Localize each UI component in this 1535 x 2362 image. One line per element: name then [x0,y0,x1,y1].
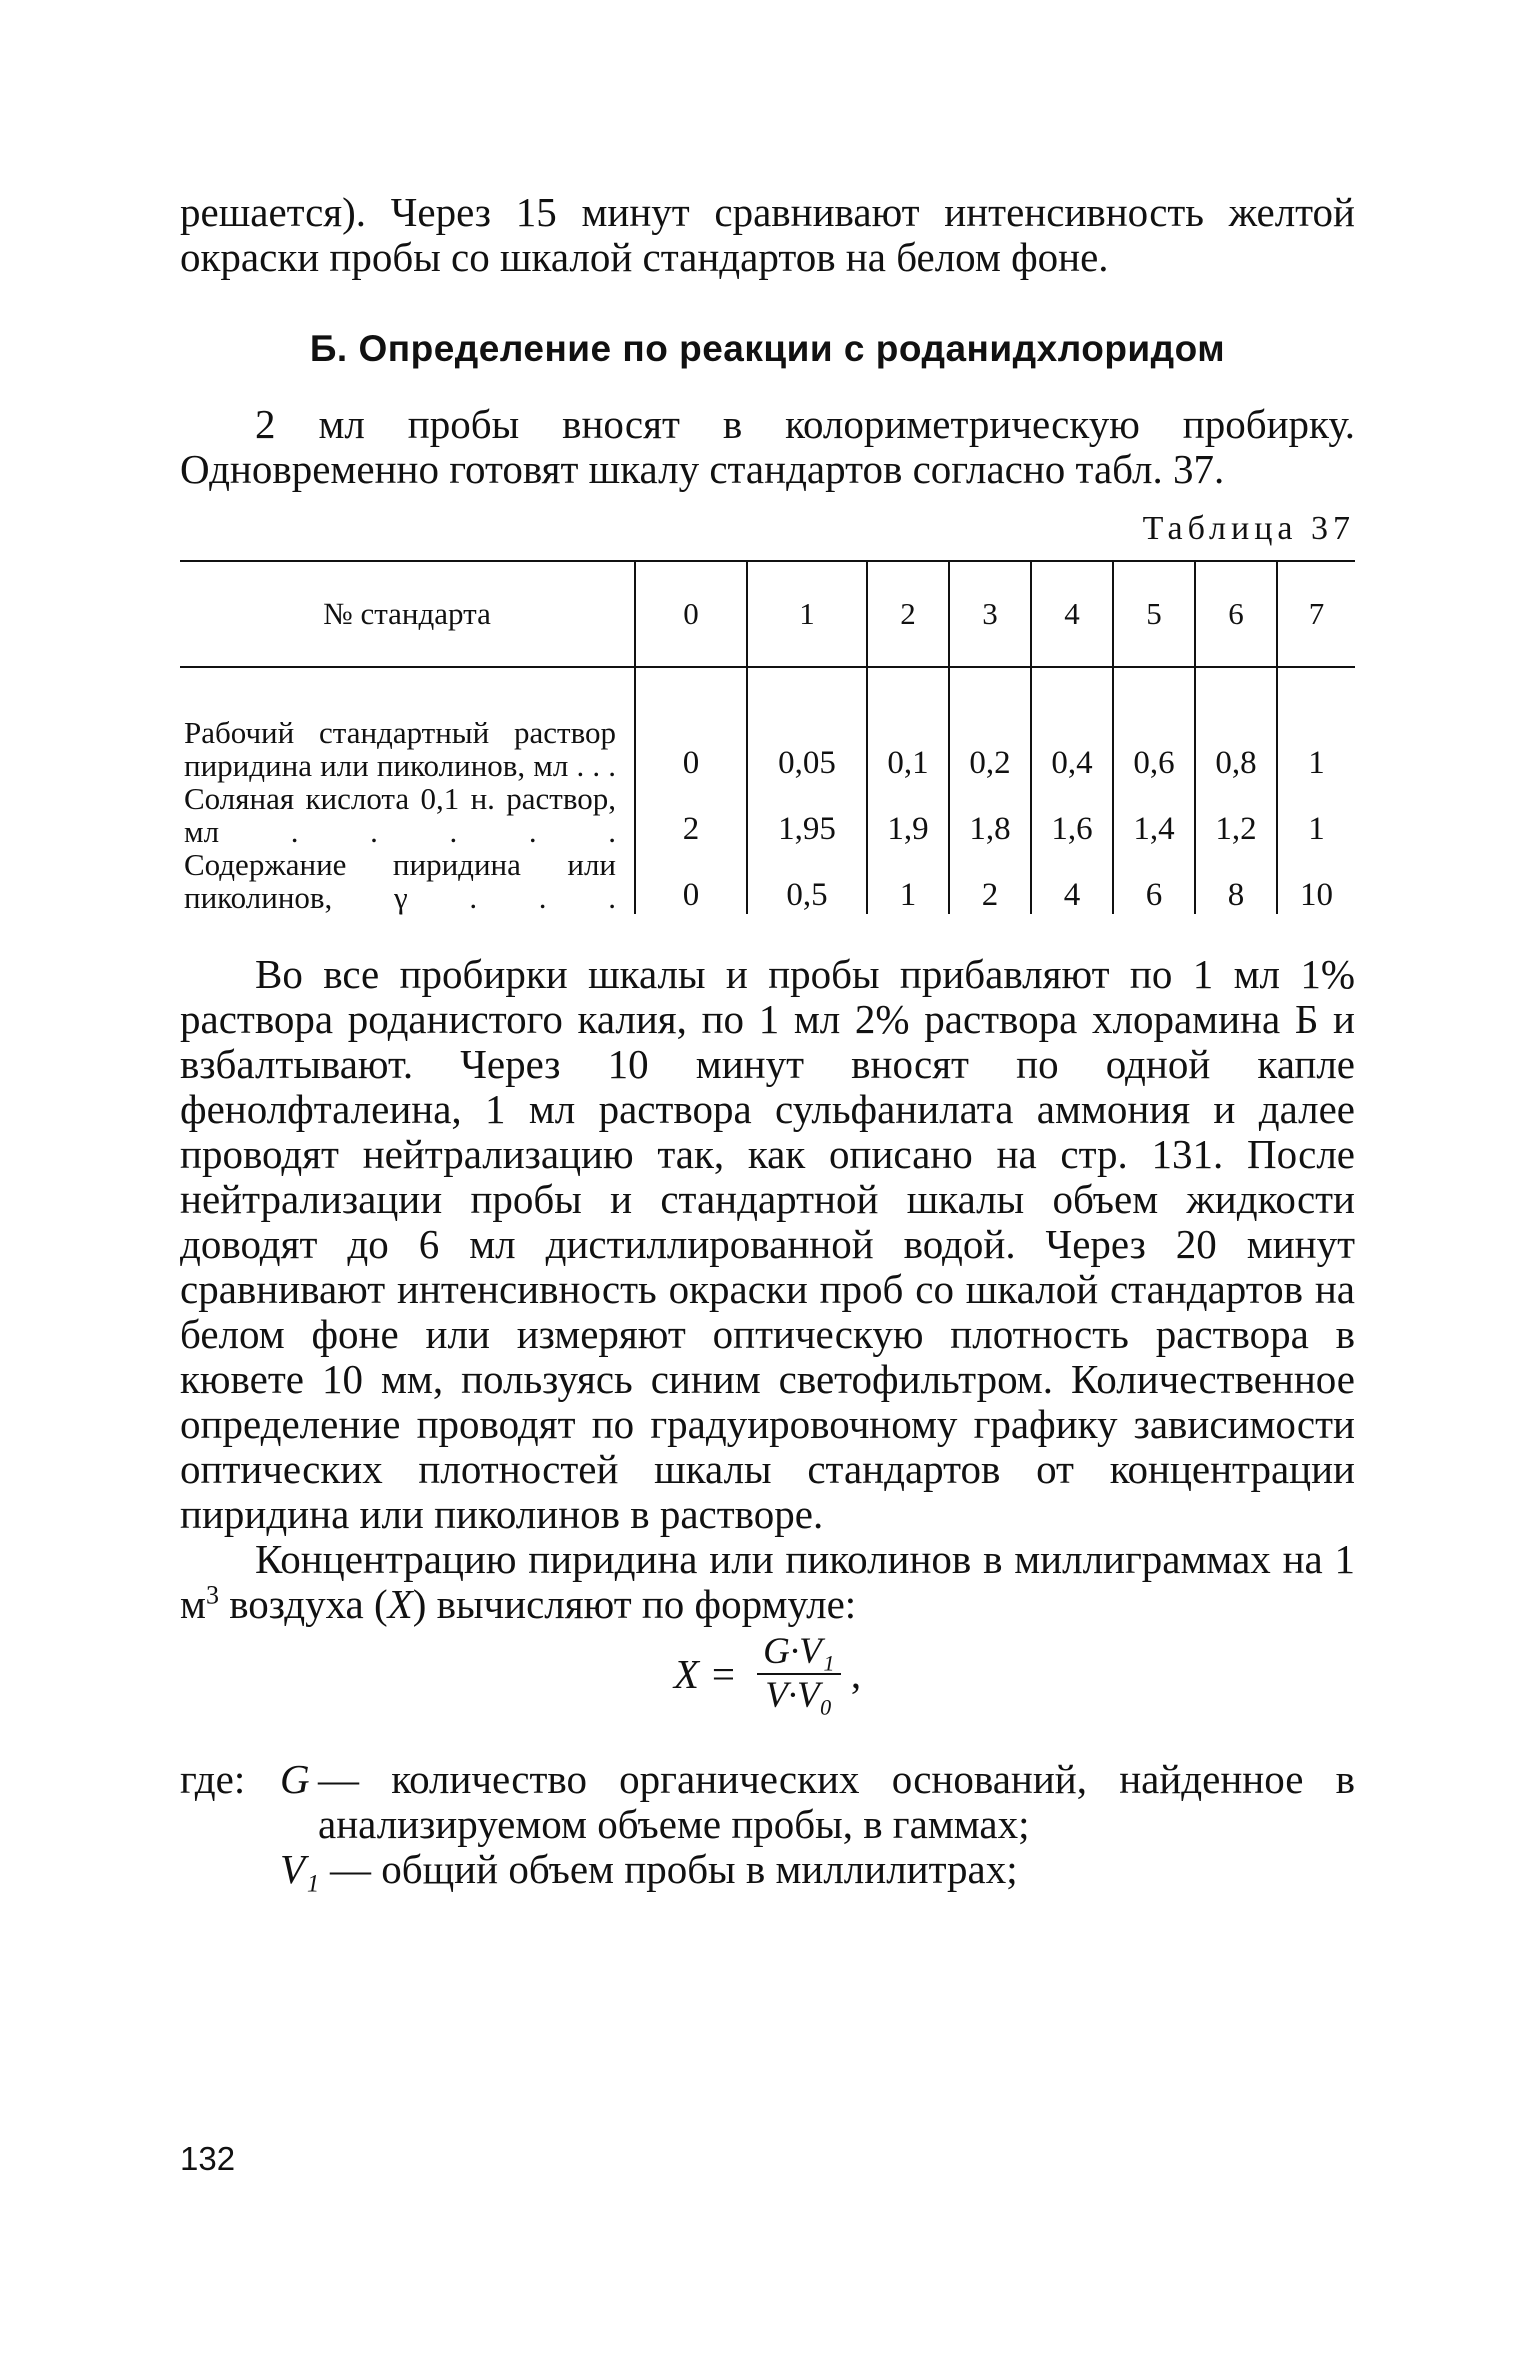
symbol-v1: V₁ [280,1846,320,1892]
page-number: 132 [180,2140,236,2177]
table-row [180,848,1355,914]
formula-lhs: X = [673,1651,737,1697]
header-col: 0 [635,561,747,667]
formula-intro-text: Концентрацию пиридина или пиколинов в миллиграммах на 1 м [180,1536,1355,1627]
table-header-row [180,561,1355,667]
row-label: Соляная кислота 0,1 н. раствор, мл . . . . . [184,781,616,849]
table-cell: 1,4 [1113,782,1195,848]
header-col: 7 [1277,561,1355,667]
paragraph-intro: 2 мл пробы вносят в колориметрическую пробирку. Одновременно готовят шкалу стандартов согласно табл. 37. [180,401,1355,492]
symbol-g: G [280,1756,310,1802]
page-content [180,190,1355,1892]
table-cell: 4 [1031,848,1113,914]
table-cell: 1 [1277,782,1355,848]
definition-g: — количество органических оснований, найденное в анализируемом объеме пробы, в гаммах; [318,1756,1355,1847]
table-cell: 1,8 [949,782,1031,848]
formula-numerator: G·V₁ [757,1631,840,1675]
table-cell: 0 [635,848,747,914]
header-col: 2 [867,561,949,667]
row-label: Содержание пиридина или пиколинов, γ . . . [184,847,616,915]
table-row [180,782,1355,848]
table-cell: 1 [867,848,949,914]
header-col: 1 [747,561,867,667]
where-v1 [180,1847,1355,1892]
table-cell: 1,6 [1031,782,1113,848]
table-cell: 0,6 [1113,716,1195,782]
table-cell: 0,2 [949,716,1031,782]
formula-intro-text: воздуха ( [218,1581,388,1627]
header-col: 6 [1195,561,1277,667]
table-cell: 8 [1195,848,1277,914]
formula-intro-text: ) вычисляют по формуле: [412,1581,857,1627]
formula-fraction [757,1631,840,1717]
table-cell: 2 [635,782,747,848]
formula-trailing: , [850,1651,862,1697]
table-cell: 0,05 [747,716,867,782]
table-cell: 1 [1277,716,1355,782]
paragraph-formula-intro [180,1537,1355,1627]
table-cell: 10 [1277,848,1355,914]
header-label: № стандарта [180,561,635,667]
table-cell: 6 [1113,848,1195,914]
table-caption: Таблица 37 [1142,510,1355,547]
row-label: Рабочий стандартный раствор пиридина или пиколинов, мл . . . [184,715,616,783]
section-heading: Б. Определение по реакции с роданидхлоридом [309,328,1226,369]
variable-x: X [387,1581,413,1627]
table-cell: 1,2 [1195,782,1277,848]
header-col: 5 [1113,561,1195,667]
table-cell: 0,5 [747,848,867,914]
table-cell: 1,9 [867,782,949,848]
header-col: 3 [949,561,1031,667]
header-col: 4 [1031,561,1113,667]
paragraph-procedure: Во все пробирки шкалы и пробы прибавляют по 1 мл 1% раствора роданистого калия, по 1 мл 2% раствора хлорамина Б и взбалтывают. Через 10 минут вносят по одной капле фенолфталеина, 1 мл раствора сульфанилата аммония и далее проводят нейтрализацию так, как описано на стр. 131. После нейтрализации пробы и стандартной шкалы объем жидкости доводят до 6 мл дистиллированной водой. Через 20 минут сравнивают интенсивность окраски проб со шкалой стандартов на белом фоне или измеряют оптическую плотность раствора в кювете 10 мм, пользуясь синим светофильтром. Количественное определение проводят по градуировочному графику зависимости оптических плотностей шкалы стандартов от концентрации пиридина или пиколинов в растворе. [180,951,1355,1537]
table-cell: 0,4 [1031,716,1113,782]
table-cell: 2 [949,848,1031,914]
table-cell: 0 [635,716,747,782]
table-cell: 0,1 [867,716,949,782]
formula-denominator: V·V₀ [765,1675,833,1716]
table-spacer-row [180,667,1355,716]
superscript: 3 [205,1580,219,1610]
formula [180,1631,1355,1749]
where-g [180,1757,1355,1847]
definition-v1: — общий объем пробы в миллилитрах; [330,1846,1018,1892]
table-cell: 0,8 [1195,716,1277,782]
paragraph-continuation: решается). Через 15 минут сравнивают интенсивность желтой окраски пробы со шкалой стандартов на белом фоне. [180,189,1355,280]
where-prefix: где: [180,1756,246,1802]
table-row [180,716,1355,782]
table-cell: 1,95 [747,782,867,848]
standards-table [180,560,1355,914]
